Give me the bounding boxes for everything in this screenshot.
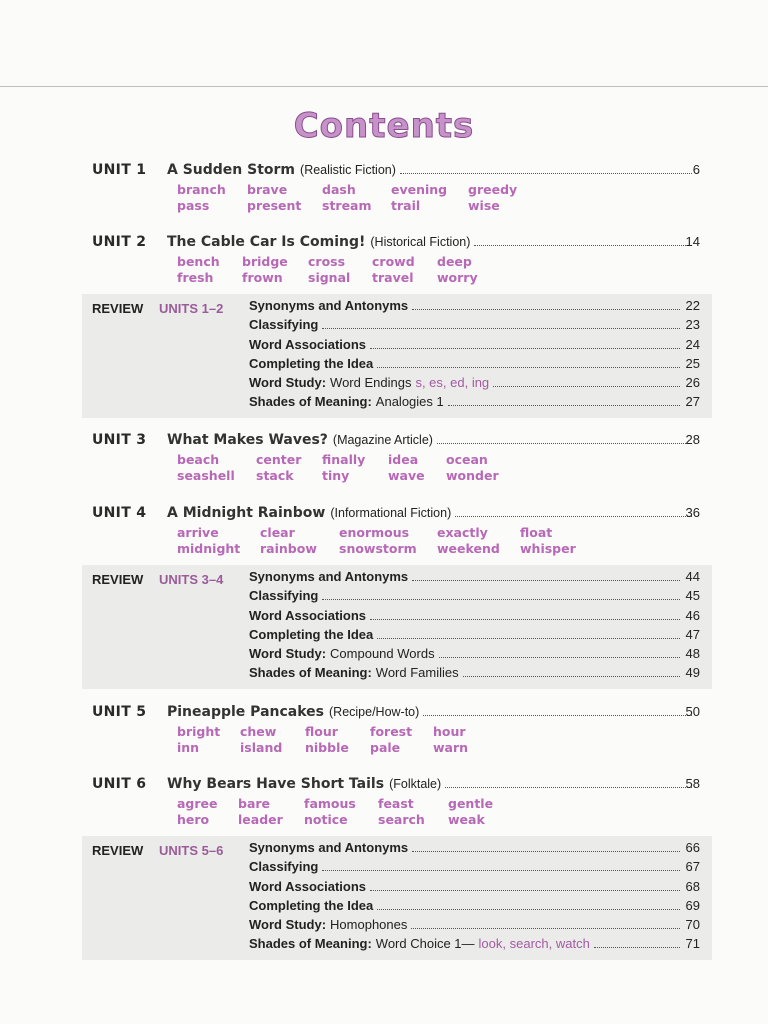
word-column (308, 254, 350, 286)
review-activity (249, 859, 700, 878)
vocabulary-word: crowd (372, 254, 415, 269)
activity-name: Synonyms and Antonyms (249, 569, 409, 584)
page-number: 6 (692, 162, 700, 177)
word-column (177, 724, 220, 756)
page-number: 68 (685, 878, 700, 894)
page-number: 44 (685, 569, 700, 584)
page-number: 48 (685, 646, 700, 662)
word-column (339, 525, 417, 557)
page-number: 45 (685, 588, 700, 604)
vocabulary-word: worry (437, 270, 478, 285)
unit-label: UNIT 5 (92, 704, 147, 720)
review-activity (249, 375, 700, 394)
vocabulary-word: wave (388, 468, 425, 483)
vocabulary-word: rainbow (260, 541, 317, 556)
dot-leader (493, 386, 679, 387)
unit-entry (0, 505, 768, 556)
word-column (388, 452, 425, 484)
word-column (305, 724, 349, 756)
activity-detail: Word Families (375, 665, 459, 681)
unit-title: The Cable Car Is Coming! (167, 234, 366, 250)
word-column (468, 182, 517, 214)
page-number: 27 (685, 394, 700, 410)
vocabulary-word: bridge (242, 254, 288, 269)
vocabulary-word: search (378, 812, 425, 827)
vocabulary-word: travel (372, 270, 414, 285)
vocabulary-word: center (256, 452, 302, 467)
word-column (372, 254, 415, 286)
unit-heading (167, 505, 698, 521)
activity-name: Classifying (249, 588, 319, 604)
top-rule (0, 86, 768, 87)
activity-focus-words: s, es, ed, ing (415, 375, 490, 391)
word-column (446, 452, 499, 484)
vocabulary-word: arrive (177, 525, 219, 540)
unit-label: UNIT 2 (92, 234, 147, 250)
page-number: 24 (685, 336, 700, 352)
unit-heading (167, 704, 698, 720)
dot-leader (474, 245, 692, 246)
dot-leader (412, 580, 679, 581)
vocabulary-word: evening (391, 182, 448, 197)
vocabulary-word: snowstorm (339, 541, 417, 556)
vocabulary-word: bench (177, 254, 220, 269)
unit-genre: (Folktale) (389, 777, 442, 791)
review-label: REVIEW (92, 572, 144, 587)
vocabulary-word: stack (256, 468, 294, 483)
word-column (378, 796, 425, 828)
vocabulary-word: exactly (437, 525, 488, 540)
vocabulary-word: idea (388, 452, 419, 467)
vocabulary-word: fresh (177, 270, 214, 285)
review-activity (249, 317, 700, 336)
word-column (437, 525, 500, 557)
vocabulary-word: trail (391, 198, 421, 213)
review-activity (249, 840, 700, 859)
activity-name: Classifying (249, 859, 319, 875)
word-column (240, 724, 282, 756)
review-activity (249, 646, 700, 665)
word-column (322, 182, 372, 214)
vocabulary-word: frown (242, 270, 283, 285)
review-activity (249, 394, 700, 413)
page-title: Contents (293, 106, 475, 146)
dot-leader (377, 367, 679, 368)
dot-leader (322, 870, 679, 871)
word-column (247, 182, 301, 214)
page-number: 28 (685, 432, 700, 447)
word-column (260, 525, 317, 557)
vocabulary-word: weak (448, 812, 485, 827)
vocabulary-word: clear (260, 525, 295, 540)
dot-leader (377, 638, 679, 639)
page-number: 49 (685, 665, 700, 681)
vocabulary-word: seashell (177, 468, 235, 483)
review-units: UNITS 5–6 (159, 843, 224, 858)
word-column (391, 182, 447, 214)
page-number: 67 (685, 859, 700, 875)
page-number: 70 (685, 917, 700, 933)
unit-heading (167, 776, 698, 792)
review-activity (249, 356, 700, 375)
dot-leader (370, 619, 680, 620)
vocabulary-word: greedy (468, 182, 518, 197)
vocabulary-word: leader (238, 812, 283, 827)
page-number: 23 (685, 317, 700, 333)
dot-leader (412, 851, 679, 852)
word-column (177, 452, 235, 484)
word-column (304, 796, 356, 828)
page-number: 50 (685, 704, 700, 719)
word-column (177, 254, 220, 286)
unit-title: A Midnight Rainbow (167, 505, 326, 521)
unit-title: What Makes Waves? (167, 432, 328, 448)
review-activity-list (249, 840, 700, 956)
vocabulary-word: hero (177, 812, 210, 827)
activity-detail: Word Choice 1— (375, 936, 475, 952)
unit-label: UNIT 4 (92, 505, 147, 521)
review-activity (249, 917, 700, 936)
vocabulary-word: wise (468, 198, 500, 213)
vocabulary-word: midnight (177, 541, 241, 556)
vocabulary-word: finally (322, 452, 366, 467)
activity-name: Synonyms and Antonyms (249, 840, 409, 855)
activity-name: Synonyms and Antonyms (249, 298, 409, 313)
dot-leader (400, 173, 692, 174)
word-column (177, 796, 218, 828)
vocabulary-word: feast (378, 796, 414, 811)
review-activity (249, 608, 700, 627)
dot-leader (448, 405, 680, 406)
dot-leader (439, 657, 680, 658)
word-column (242, 254, 288, 286)
unit-label: UNIT 1 (92, 162, 147, 178)
word-column (520, 525, 576, 557)
activity-detail: Analogies 1 (375, 394, 444, 410)
vocabulary-word: hour (433, 724, 466, 739)
dot-leader (445, 787, 692, 788)
vocabulary-word: flour (305, 724, 338, 739)
vocabulary-word: pass (177, 198, 210, 213)
unit-genre: (Magazine Article) (332, 433, 433, 447)
word-column (256, 452, 301, 484)
vocabulary-word: whisper (520, 541, 576, 556)
vocabulary-word: deep (437, 254, 472, 269)
vocabulary-word: warn (433, 740, 469, 755)
unit-title: Pineapple Pancakes (167, 704, 324, 720)
word-column (322, 452, 365, 484)
dot-leader (377, 909, 679, 910)
unit-genre: (Informational Fiction) (330, 506, 452, 520)
vocabulary-word: enormous (339, 525, 410, 540)
vocabulary-word: signal (308, 270, 351, 285)
review-label: REVIEW (92, 843, 144, 858)
vocabulary-word: notice (304, 812, 348, 827)
word-column (437, 254, 478, 286)
unit-entry (0, 162, 768, 213)
review-activity (249, 936, 700, 955)
activity-detail: Compound Words (330, 646, 435, 662)
vocabulary-word: inn (177, 740, 200, 755)
activity-name: Word Associations (249, 336, 367, 352)
review-section (82, 836, 712, 960)
vocabulary-word: famous (304, 796, 356, 811)
unit-label: UNIT 6 (92, 776, 147, 792)
activity-name: Word Study: (249, 646, 327, 662)
vocabulary-word: weekend (437, 541, 500, 556)
activity-name: Completing the Idea (249, 626, 374, 642)
page-number: 58 (685, 776, 700, 791)
unit-entry (0, 234, 768, 285)
dot-leader (423, 715, 692, 716)
vocabulary-word: chew (240, 724, 277, 739)
activity-name: Word Associations (249, 878, 367, 894)
vocabulary-word: branch (177, 182, 226, 197)
vocabulary-word: nibble (305, 740, 349, 755)
unit-entry (0, 432, 768, 483)
page-number: 66 (685, 840, 700, 855)
vocabulary-word: dash (322, 182, 356, 197)
word-column (433, 724, 468, 756)
activity-name: Completing the Idea (249, 355, 374, 371)
activity-name: Word Study: (249, 917, 327, 933)
vocabulary-word: ocean (446, 452, 488, 467)
dot-leader (437, 443, 692, 444)
review-section (82, 294, 712, 418)
vocabulary-word: cross (308, 254, 346, 269)
review-activity (249, 627, 700, 646)
activity-detail: Homophones (330, 917, 408, 933)
word-column (238, 796, 283, 828)
page-number: 46 (685, 607, 700, 623)
word-column (448, 796, 493, 828)
review-activity (249, 298, 700, 317)
dot-leader (594, 947, 680, 948)
review-label: REVIEW (92, 301, 144, 316)
vocabulary-word: tiny (322, 468, 350, 483)
dot-leader (322, 599, 679, 600)
unit-genre: (Recipe/How-to) (329, 705, 420, 719)
page-number: 36 (685, 505, 700, 520)
review-activity-list (249, 298, 700, 414)
page-number: 71 (685, 936, 700, 952)
unit-heading (167, 432, 698, 448)
activity-name: Word Study: (249, 375, 327, 391)
review-activity-list (249, 569, 700, 685)
vocabulary-word: bare (238, 796, 271, 811)
dot-leader (463, 676, 680, 677)
activity-focus-words: look, search, watch (478, 936, 590, 952)
review-activity (249, 665, 700, 684)
vocabulary-word: island (240, 740, 283, 755)
unit-heading (167, 234, 698, 250)
page-number: 14 (685, 234, 700, 249)
dot-leader (411, 928, 679, 929)
unit-genre: (Historical Fiction) (370, 235, 471, 249)
review-activity (249, 569, 700, 588)
dot-leader (322, 328, 679, 329)
vocabulary-word: present (247, 198, 302, 213)
activity-name: Completing the Idea (249, 897, 374, 913)
review-activity (249, 588, 700, 607)
page-number: 25 (685, 355, 700, 371)
word-column (177, 182, 226, 214)
review-section (82, 565, 712, 689)
review-activity (249, 879, 700, 898)
unit-heading (167, 162, 698, 178)
review-activity (249, 898, 700, 917)
activity-name: Shades of Meaning: (249, 394, 372, 410)
activity-detail: Word Endings (330, 375, 412, 391)
dot-leader (370, 348, 680, 349)
unit-entry (0, 704, 768, 755)
vocabulary-word: gentle (448, 796, 494, 811)
review-units: UNITS 1–2 (159, 301, 224, 316)
vocabulary-word: forest (370, 724, 413, 739)
unit-title: A Sudden Storm (167, 162, 296, 178)
page-number: 47 (685, 626, 700, 642)
vocabulary-word: agree (177, 796, 218, 811)
unit-entry (0, 776, 768, 827)
dot-leader (455, 516, 692, 517)
activity-name: Classifying (249, 317, 319, 333)
activity-name: Shades of Meaning: (249, 665, 372, 681)
word-column (177, 525, 240, 557)
page-number: 26 (685, 375, 700, 391)
activity-name: Shades of Meaning: (249, 936, 372, 952)
vocabulary-word: pale (370, 740, 401, 755)
word-column (370, 724, 412, 756)
vocabulary-word: float (520, 525, 553, 540)
dot-leader (412, 309, 679, 310)
page-number: 69 (685, 897, 700, 913)
vocabulary-word: bright (177, 724, 221, 739)
page-number: 22 (685, 298, 700, 313)
vocabulary-word: beach (177, 452, 220, 467)
dot-leader (370, 890, 680, 891)
vocabulary-word: wonder (446, 468, 499, 483)
unit-genre: (Realistic Fiction) (300, 163, 396, 177)
activity-name: Word Associations (249, 607, 367, 623)
review-activity (249, 337, 700, 356)
vocabulary-word: stream (322, 198, 372, 213)
unit-label: UNIT 3 (92, 432, 147, 448)
unit-title: Why Bears Have Short Tails (167, 776, 385, 792)
review-units: UNITS 3–4 (159, 572, 224, 587)
vocabulary-word: brave (247, 182, 288, 197)
